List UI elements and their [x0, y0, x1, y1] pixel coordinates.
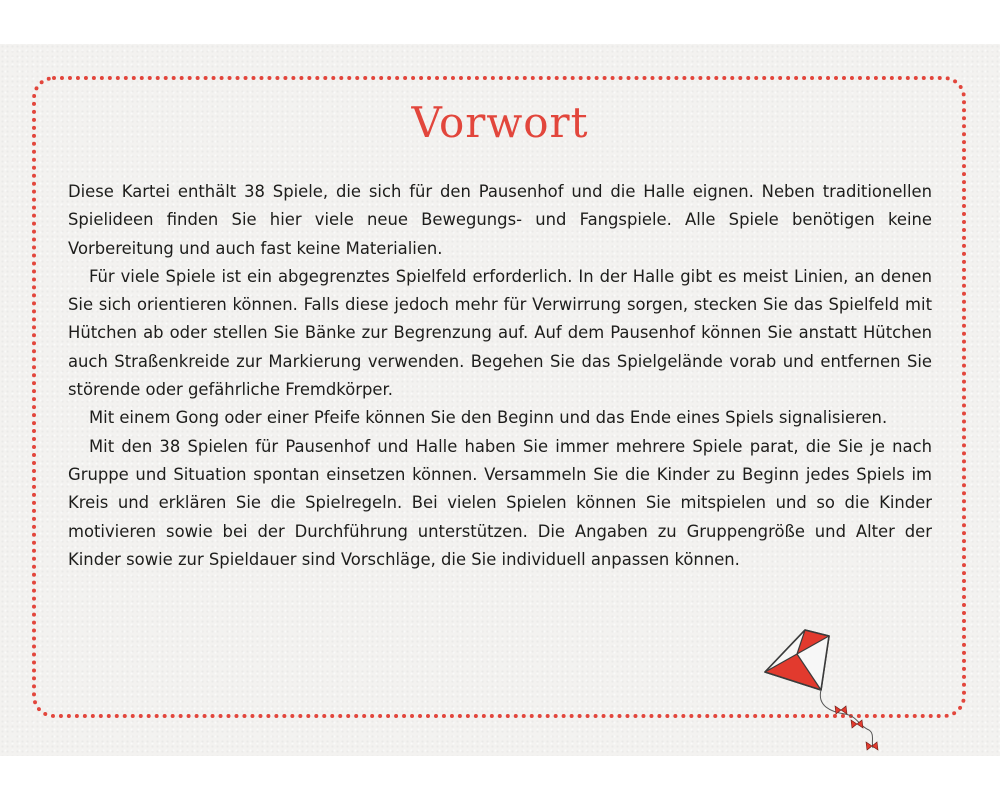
paragraph-3: Mit einem Gong oder einer Pfeife können Sie den Beginn und das Ende eines Spiels signalisieren. [89, 408, 888, 428]
page-title: Vorwort [411, 98, 589, 147]
paragraph-2: Für viele Spiele ist ein abgegrenztes Spielfeld erforderlich. In der Halle gibt es meist Linien, an denen Sie sich orientieren können. Falls diese jedoch mehr für Verwirrung sorgen, stecken Sie das Spielfeld mit Hütchen ab oder stellen Sie Bänke zur Begrenzung auf. Auf dem Pausenhof können Sie anstatt Hütchen auch Straßenkreide zur Markierung verwenden. Begehen Sie das Spielgelände vorab und entfernen Sie störende oder gefährliche Fremdkörper. [68, 266, 932, 400]
paragraph-4: Mit den 38 Spielen für Pausenhof und Halle haben Sie immer mehrere Spiele parat, die Sie je nach Gruppe und Situation spontan einsetzen können. Versammeln Sie die Kinder zu Beginn jedes Spiels im Kreis und erklären Sie die Spielregeln. Bei vielen Spielen können Sie mitspielen und so die Kinder motivieren sowie bei der Durchführung unterstützen. Die Angaben zu Gruppengröße und Alter der Kinder sowie zur Spieldauer sind Vorschläge, die Sie individuell anpassen können. [68, 436, 932, 569]
paragraph-1: Diese Kartei enthält 38 Spiele, die sich für den Pausenhof und die Halle eignen. Neben traditionellen Spielideen finden Sie hier viele neue Bewegungs- und Fangspiele. Alle Spiele benötigen keine Vorbereitung und auch fast keine Materialien. [68, 182, 932, 258]
kite-icon [757, 626, 892, 756]
foreword-text [68, 178, 932, 574]
